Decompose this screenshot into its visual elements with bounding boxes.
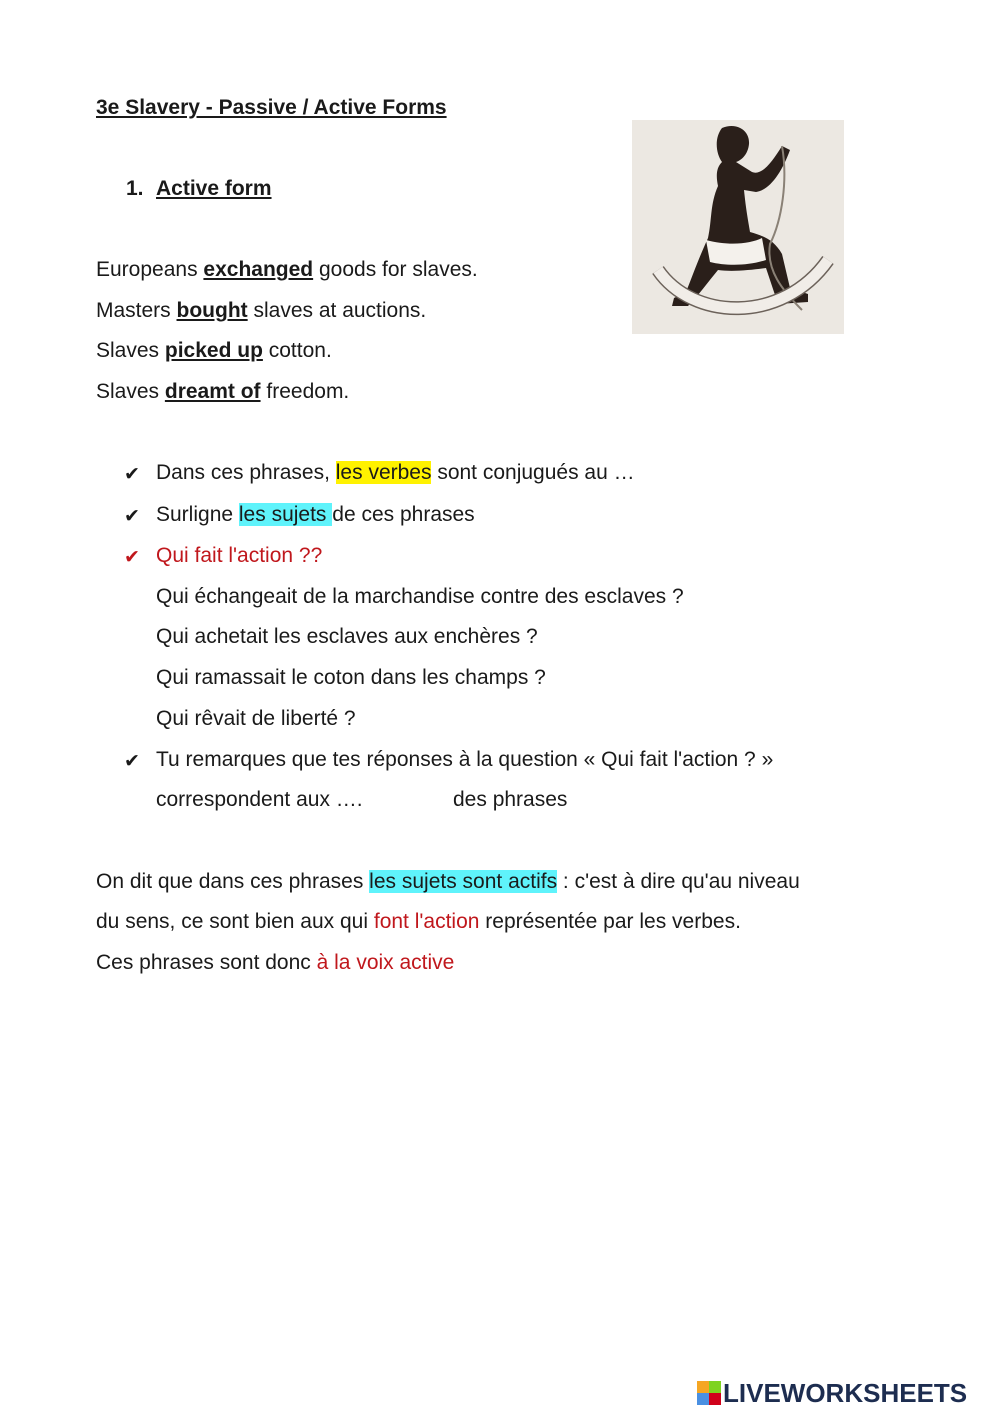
question-4: Qui rêvait de liberté ? — [156, 707, 356, 730]
highlight-verbs: les verbes — [335, 461, 432, 484]
sentence-text: Slaves — [96, 380, 165, 403]
sentence-text: cotton. — [262, 339, 332, 362]
conclusion-text: : c'est à dire qu'au niveau — [557, 870, 800, 893]
check-icon: ✔ — [124, 751, 140, 772]
bullet-verbs — [156, 461, 635, 485]
question-1: Qui échangeait de la marchandise contre des esclaves ? — [156, 585, 684, 608]
question-2: Qui achetait les esclaves aux enchères ? — [156, 625, 538, 648]
highlight-subjects: les sujets — [238, 503, 333, 526]
sentence-2 — [96, 299, 426, 323]
conclusion-text: On dit que dans ces phrases — [96, 870, 370, 893]
bullet-remark-line1: Tu remarques que tes réponses à la question « Qui fait l'action ? » — [156, 748, 774, 771]
conclusion-text: du sens, ce sont bien aux qui — [96, 910, 374, 933]
sentence-3 — [96, 339, 332, 363]
sentence-1 — [96, 258, 478, 282]
bullet-text: correspondent aux …. — [156, 788, 363, 811]
sentence-text: slaves at auctions. — [247, 299, 427, 322]
bullet-remark-line2 — [156, 788, 363, 812]
bullet-who-acts: Qui fait l'action ?? — [156, 544, 323, 567]
check-icon: ✔ — [124, 506, 140, 527]
check-icon: ✔ — [124, 464, 140, 485]
conclusion-red-text: font l'action — [373, 910, 480, 933]
section-label: Active form — [156, 177, 272, 200]
liveworksheets-logo — [697, 1378, 967, 1408]
abolition-medallion-image — [632, 120, 844, 334]
sentence-text: Masters — [96, 299, 177, 322]
bullet-text: de ces phrases — [332, 503, 475, 526]
question-3: Qui ramassait le coton dans les champs ? — [156, 666, 546, 689]
bullet-subjects — [156, 503, 475, 527]
page-title: 3e Slavery - Passive / Active Forms — [96, 96, 447, 119]
sentence-4 — [96, 380, 349, 404]
sentence-verb: picked up — [164, 339, 263, 362]
sentence-verb: dreamt of — [164, 380, 261, 403]
bullet-remark-blank-target: des phrases — [453, 788, 568, 811]
bullet-text: sont conjugués au … — [431, 461, 635, 484]
sentence-text: goods for slaves. — [313, 258, 478, 281]
sentence-text: Slaves — [96, 339, 165, 362]
bullet-text: Dans ces phrases, — [156, 461, 336, 484]
section-number: 1. — [126, 177, 144, 200]
conclusion-line-1 — [96, 870, 800, 894]
sentence-text: Europeans — [96, 258, 204, 281]
check-icon: ✔ — [124, 547, 140, 568]
conclusion-line-2 — [96, 910, 741, 934]
conclusion-text: représentée par les verbes. — [479, 910, 741, 933]
highlight-active-subjects: les sujets sont actifs — [369, 870, 558, 893]
conclusion-line-3 — [96, 951, 454, 975]
conclusion-red-text: à la voix active — [316, 951, 455, 974]
sentence-verb: exchanged — [203, 258, 314, 281]
section-heading — [126, 177, 272, 201]
liveworksheets-logo-icon — [697, 1381, 721, 1405]
bullet-text: Surligne — [156, 503, 239, 526]
conclusion-text: Ces phrases sont donc — [96, 951, 317, 974]
sentence-verb: bought — [176, 299, 248, 322]
logo-text: LIVEWORKSHEETS — [723, 1377, 968, 1408]
sentence-text: freedom. — [260, 380, 350, 403]
